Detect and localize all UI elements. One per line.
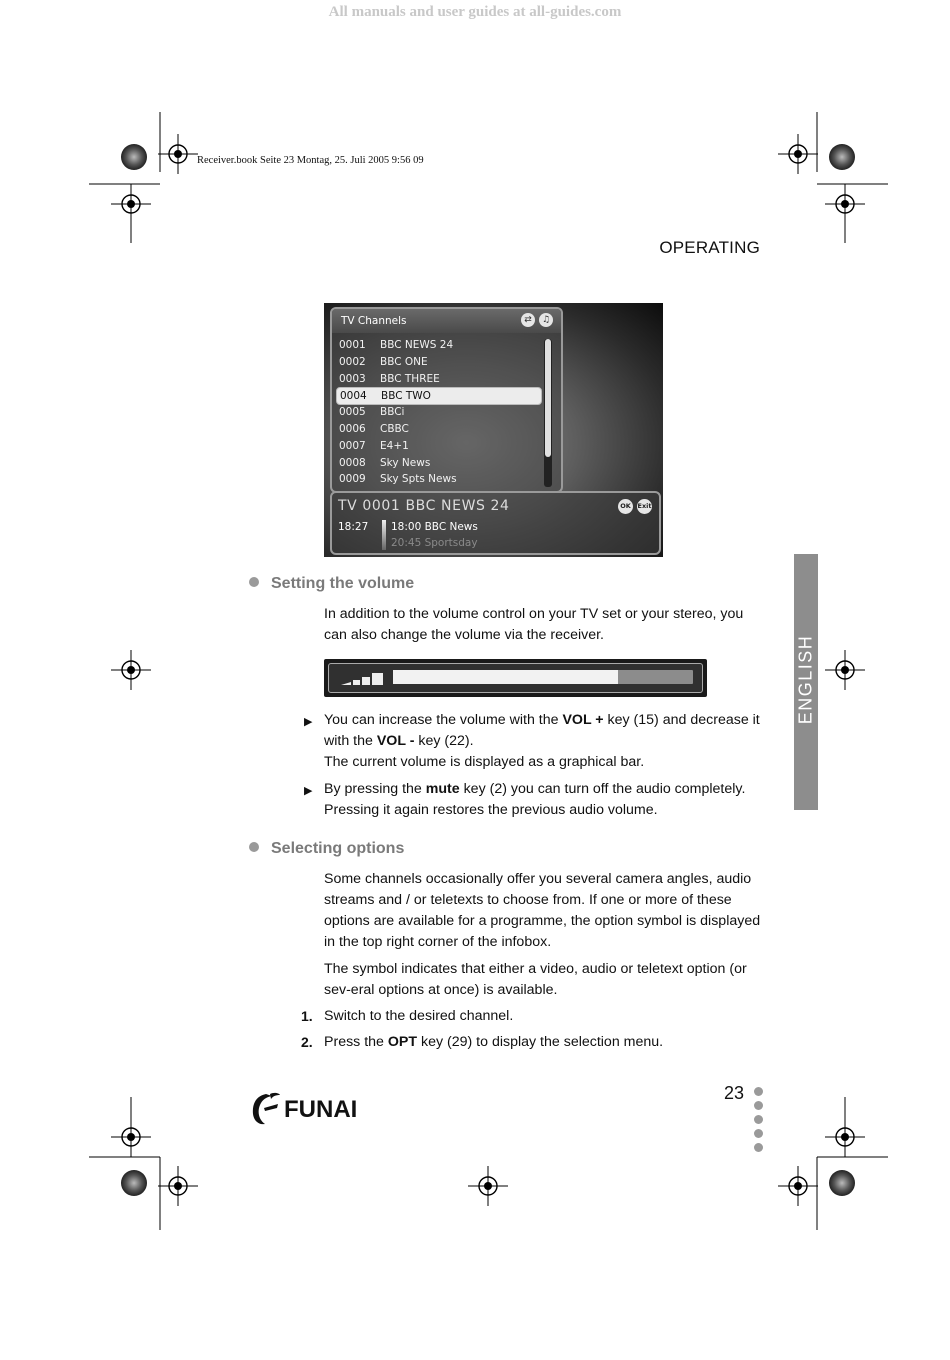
infobox-divider: [382, 520, 386, 550]
channel-name: E4+1: [380, 439, 409, 452]
infobox-next-programme: 20:45 Sportsday: [391, 537, 478, 549]
channel-row: [336, 404, 540, 420]
channel-row-selected: [336, 387, 542, 405]
watermark: All manuals and user guides at all-guides.com: [328, 4, 622, 20]
bullet-dot: [249, 577, 259, 587]
channel-name: BBC ONE: [380, 355, 428, 368]
text: key (22).: [414, 733, 474, 749]
infobox-now-programme: 18:00 BBC News: [391, 521, 478, 533]
volume-bar-frame: [328, 663, 703, 693]
channel-number: 0007: [339, 439, 366, 452]
language-tab-label: ENGLISH: [795, 634, 816, 725]
channel-list-panel: [330, 307, 563, 493]
options-para-2: The symbol indicates that either a video, audio or teletext option (or sev-eral options at once) is available.: [324, 961, 747, 998]
channel-name: BBCi: [380, 406, 405, 419]
infobox-clock: 18:27: [338, 521, 369, 533]
vol-minus-key: VOL -: [376, 733, 415, 749]
scrollbar-thumb: [545, 339, 551, 457]
funai-logo-icon: [250, 1092, 282, 1126]
ok-button-icon: OK: [618, 499, 633, 514]
channel-list-title: TV Channels: [341, 315, 407, 327]
channel-number: 0006: [339, 423, 366, 435]
channel-row: [336, 337, 540, 353]
channel-row: [336, 455, 540, 471]
dot: [754, 1087, 763, 1096]
text: key (29) to display the selection menu.: [417, 1034, 664, 1050]
channel-number: 0003: [339, 372, 366, 385]
volume-item-2: [324, 779, 764, 821]
channel-row: [336, 354, 540, 370]
channel-number: 0001: [339, 339, 366, 351]
text: By pressing the: [324, 781, 426, 797]
text: key (15) and decrease it with the: [324, 712, 760, 749]
dot: [754, 1115, 763, 1124]
volume-heading: [249, 575, 414, 593]
dot: [754, 1143, 763, 1152]
exit-button-icon: Exit: [637, 499, 652, 514]
channel-name: BBC TWO: [381, 390, 431, 403]
channel-name: CBBC: [380, 423, 409, 435]
channel-name: BBC THREE: [380, 372, 440, 385]
vol-plus-key: VOL +: [562, 712, 604, 728]
tv-channel-list-screenshot: [324, 303, 663, 557]
dot: [754, 1129, 763, 1138]
channel-number: 0009: [339, 473, 366, 486]
arrow-bullet: ▶: [304, 716, 313, 728]
channel-number: 0002: [339, 355, 366, 368]
channel-row: [336, 438, 540, 454]
step-number: 2.: [301, 1034, 313, 1050]
page-dots: [754, 1087, 763, 1157]
text: The current volume is displayed as a graphical bar.: [324, 754, 645, 770]
channel-name: Sky News: [380, 456, 431, 469]
text: Press the: [324, 1034, 388, 1050]
infobox-channel: TV 0001 BBC NEWS 24: [338, 498, 510, 514]
volume-intro: In addition to the volume control on your TV set or your stereo, you can also change the volume via the receiver.: [324, 606, 744, 643]
funai-logo: [250, 1092, 358, 1131]
section-heading: OPERATING: [659, 238, 760, 257]
text: You can increase the volume with the: [324, 712, 563, 728]
step-number: 1.: [301, 1008, 313, 1024]
infobox: [330, 491, 661, 555]
print-info: Receiver.book Seite 23 Montag, 25. Juli 2005 9:56 09: [197, 155, 424, 166]
options-para-1: Some channels occasionally offer you several camera angles, audio streams and / or teletexts to choose from. If one or more of these options are available for a programme, the option symbol is displayed in the top right corner of the infobox.: [324, 871, 761, 950]
swap-icon: ⇄: [521, 313, 535, 327]
volume-track: [393, 670, 693, 684]
channel-list-scrollbar: [544, 339, 552, 487]
music-note-icon: ♫: [539, 313, 553, 327]
channel-row: [336, 471, 540, 487]
channel-number: 0004: [340, 390, 367, 403]
channel-row: [336, 421, 540, 437]
mute-key: mute: [425, 781, 460, 797]
funai-logo-text: FUNAI: [284, 1096, 358, 1123]
volume-bar-screenshot: [324, 659, 707, 697]
volume-fill: [393, 670, 618, 684]
step-1: Switch to the desired channel.: [324, 1008, 514, 1024]
channel-list-header: [332, 309, 561, 333]
options-heading: [249, 840, 404, 858]
options-heading-text: Selecting options: [271, 840, 405, 857]
text: key (2) you can turn off the audio completely. Pressing it again restores the previous audio volume.: [324, 781, 746, 818]
language-tab: [794, 554, 818, 810]
channel-row: [336, 371, 540, 387]
channel-name: BBC NEWS 24: [380, 339, 454, 351]
volume-item-1: [324, 710, 764, 773]
channel-number: 0008: [339, 456, 366, 469]
step-2: [324, 1032, 764, 1053]
volume-heading-text: Setting the volume: [271, 575, 415, 592]
dot: [754, 1101, 763, 1110]
volume-steps-icon: [341, 670, 385, 686]
page-number: 23: [724, 1083, 745, 1103]
bullet-dot: [249, 842, 259, 852]
channel-number: 0005: [339, 406, 366, 419]
channel-name: Sky Spts News: [380, 473, 457, 486]
opt-key: OPT: [387, 1034, 418, 1050]
arrow-bullet: ▶: [304, 785, 313, 797]
